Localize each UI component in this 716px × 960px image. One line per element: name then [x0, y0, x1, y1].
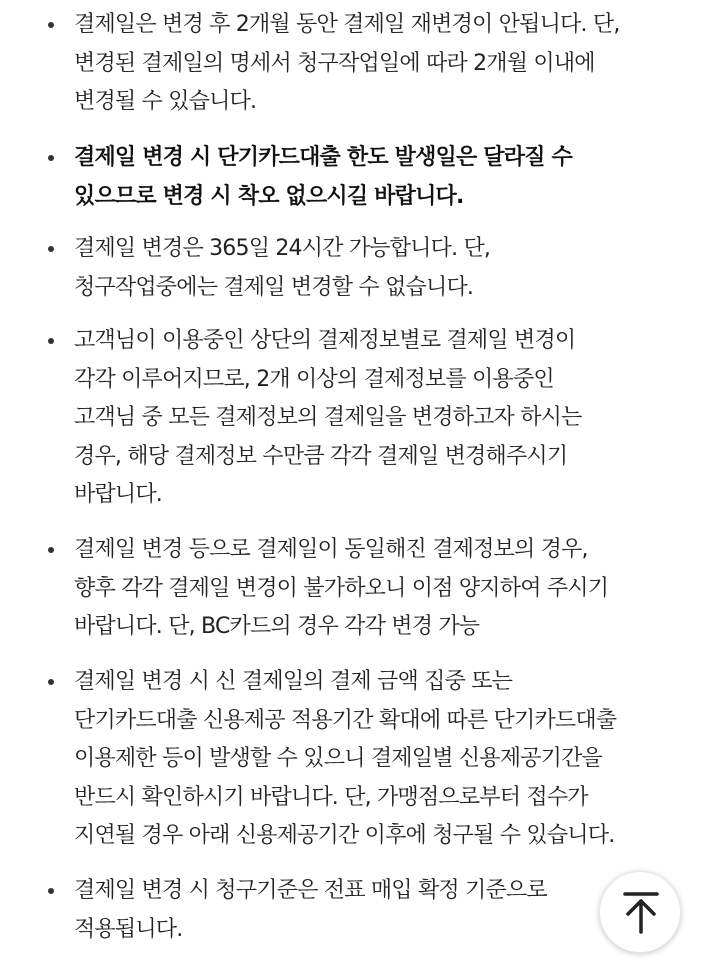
- scroll-to-top-button[interactable]: [599, 871, 681, 953]
- bullet-dot: [48, 246, 54, 252]
- bullet-dot: [48, 22, 54, 28]
- notice-text: 고객님이 이용중인 상단의 결제정보별로 결제일 변경이 각각 이루어지므로, 2개 이상의 결제정보를 이용중인 고객님 중 모든 결제정보의 결제일을 변경하고자 하시는 경우, 해당 결제정보 수만큼 각각 결제일 변경해주시기 바랍니다.: [74, 328, 582, 507]
- bullet-dot: [48, 155, 54, 161]
- bullet-dot: [48, 888, 54, 894]
- notice-text: 결제일 변경 시 청구기준은 전표 매입 확정 기준으로 적용됩니다.: [74, 878, 547, 942]
- bullet-dot: [48, 679, 54, 685]
- notice-text: 결제일 변경 등으로 결제일이 동일해진 결제정보의 경우, 향후 각각 결제일 변경이 불가하오니 이점 양지하여 주시기 바랍니다. 단, BC카드의 경우 각각 변경 가능: [74, 537, 609, 639]
- arrow-up-icon: [621, 891, 661, 935]
- notice-text: 결제일 변경 시 단기카드대출 한도 발생일은 달라질 수 있으므로 변경 시 착오 없으시길 바랍니다.: [74, 145, 572, 209]
- bullet-dot: [48, 547, 54, 553]
- bullet-dot: [48, 338, 54, 344]
- notice-text: 결제일 변경 시 신 결제일의 결제 금액 집중 또는 단기카드대출 신용제공 적용기간 확대에 따른 단기카드대출 이용제한 등이 발생할 수 있으니 결제일별 신용제공기간을 반드시 확인하시기 바랍니다. 단, 가맹점으로부터 접수가 지연될 경우 아래 신용제공기간 이후에 청구될 수 있습니다.: [74, 669, 617, 848]
- notice-text: 결제일은 변경 후 2개월 동안 결제일 재변경이 안됩니다. 단, 변경된 결제일의 명세서 청구작업일에 따라 2개월 이내에 변경될 수 있습니다.: [74, 12, 620, 114]
- notice-text: 결제일 변경은 365일 24시간 가능합니다. 단, 청구작업중에는 결제일 변경할 수 없습니다.: [74, 236, 491, 300]
